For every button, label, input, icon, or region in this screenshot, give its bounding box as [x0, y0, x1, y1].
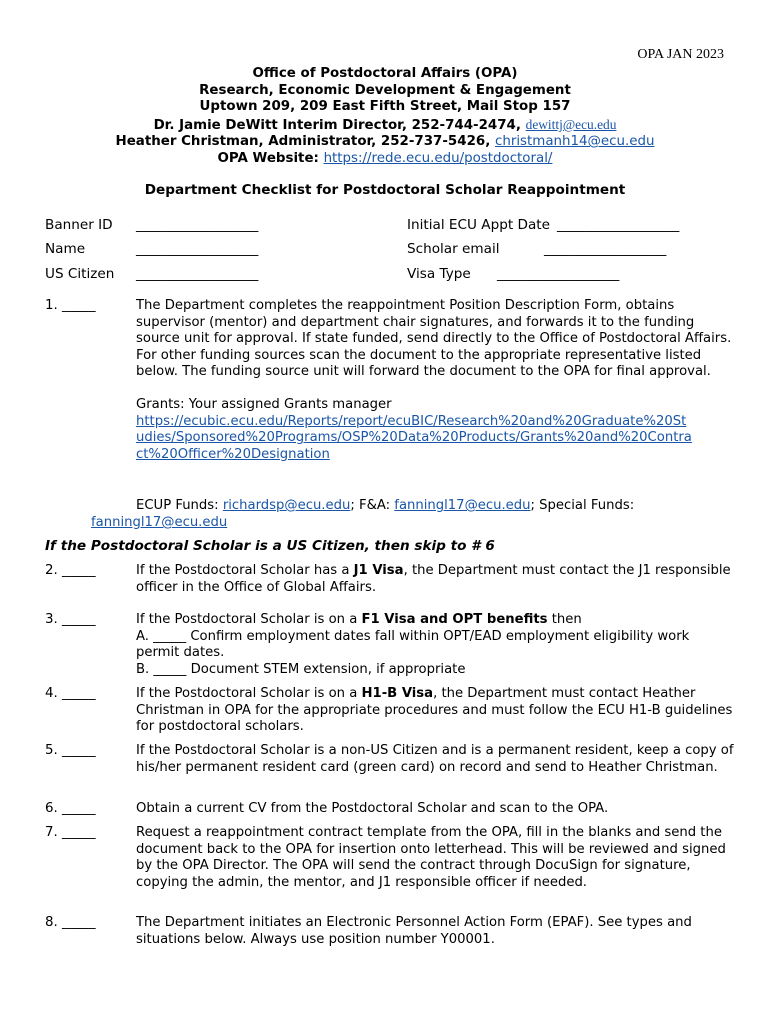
funds-line	[136, 498, 634, 513]
ecup-email-link[interactable]: richardsp@ecu.edu	[222, 498, 351, 513]
field-label-visa-type: Visa Type	[407, 266, 471, 282]
item-6-text: Obtain a current CV from the Postdoctoral Scholar and scan to the OPA.	[136, 801, 609, 816]
director-email-link[interactable]: dewittj@ecu.edu	[525, 117, 617, 132]
field-label-scholar-email: Scholar email	[407, 241, 500, 257]
field-blank-banner-id: __________________	[136, 217, 259, 233]
item-3-text-c: then	[551, 612, 582, 627]
item-3-text	[136, 612, 736, 678]
field-blank-visa-type: __________________	[497, 266, 620, 282]
item-2-visa: J1 Visa	[353, 563, 404, 578]
website-label: OPA Website:	[217, 151, 319, 166]
fa-label: ; F&A:	[350, 498, 391, 513]
item-5-text: If the Postdoctoral Scholar is a non-US Citizen and is a permanent resident, keep a copy of his/her permanent resident card (green card) on record and send to Heather Christman.	[136, 743, 734, 775]
item-6-number: 6. _____	[45, 801, 96, 816]
item-2-text-a: If the Postdoctoral Scholar has a	[136, 563, 350, 578]
header-division: Research, Economic Development & Engagement	[199, 83, 571, 98]
item-3-text-a: If the Postdoctoral Scholar is on a	[136, 612, 358, 627]
director-text: Dr. Jamie DeWitt Interim Director, 252-744-2474,	[153, 118, 521, 133]
administrator-email-link[interactable]: christmanh14@ecu.edu	[494, 134, 655, 149]
item-3-number: 3. _____	[45, 612, 96, 627]
page-title: Department Checklist for Postdoctoral Scholar Reappointment	[144, 182, 626, 198]
item-8-text: The Department initiates an Electronic Personnel Action Form (EPAF). See types and situations below. Always use position number Y00001.	[136, 915, 692, 947]
date-stamp: OPA JAN 2023	[637, 47, 724, 62]
grants-link[interactable]: https://ecubic.ecu.edu/Reports/report/ecuBIC/Research%20and%20Graduate%20Studies/Sponsored%20Programs/OSP%20Data%20Products/Grants%20and%20Contract%20Officer%20Designation	[136, 413, 692, 462]
grants-label: Grants: Your assigned Grants manager	[136, 396, 392, 412]
item-1-body: The Department completes the reappointment Position Description Form, obtains supervisor (mentor) and department chair signatures, and forwards it to the funding source unit for approval. If state funded, send directly to the Office of Postdoctoral Affairs. For other funding sources scan the document to the appropriate representative listed below. The funding source unit will forward the document to the OPA for final approval.	[136, 298, 732, 380]
special-email-link[interactable]: fanningl17@ecu.edu	[91, 515, 228, 530]
header-director	[0, 116, 770, 134]
item-2-number: 2. _____	[45, 563, 96, 578]
fa-email-link[interactable]: fanningl17@ecu.edu	[394, 498, 531, 513]
field-blank-us-citizen: __________________	[136, 266, 259, 282]
ecup-label: ECUP Funds:	[136, 498, 219, 513]
administrator-text: Heather Christman, Administrator, 252-737-5426,	[115, 134, 491, 149]
item-7-number: 7. _____	[45, 825, 96, 840]
item-3-sub-b: B. _____ Document STEM extension, if appropriate	[136, 661, 466, 677]
website-link[interactable]: https://rede.ecu.edu/postdoctoral/	[323, 151, 553, 166]
item-5-number: 5. _____	[45, 743, 96, 758]
header-address: Uptown 209, 209 East Fifth Street, Mail Stop 157	[199, 99, 571, 114]
item-1-number: 1. _____	[45, 298, 96, 313]
item-3-sub-a: A. _____ Confirm employment dates fall within OPT/EAD employment eligibility work permit dates.	[136, 628, 690, 661]
special-label: ; Special Funds:	[530, 498, 635, 513]
item-8-number: 8. _____	[45, 915, 96, 930]
item-1-text	[136, 298, 736, 463]
field-blank-scholar-email: __________________	[544, 241, 667, 257]
item-4-text	[136, 686, 736, 736]
header-website	[0, 150, 770, 167]
skip-note: If the Postdoctoral Scholar is a US Citizen, then skip to # 6	[45, 538, 495, 554]
field-label-initial-appt: Initial ECU Appt Date	[407, 217, 550, 233]
item-2-text-c: , the Department must contact the J1 responsible officer in the Office of Global Affairs.	[136, 563, 731, 595]
item-4-text-a: If the Postdoctoral Scholar is on a	[136, 686, 358, 701]
item-7-text: Request a reappointment contract template from the OPA, fill in the blanks and send the document back to the OPA for insertion onto letterhead. This will be reviewed and signed by the OPA Director. The OPA will send the contract through DocuSign for signature, copying the admin, the mentor, and J1 responsible officer if needed.	[136, 825, 726, 890]
header-administrator	[0, 133, 770, 150]
item-4-number: 4. _____	[45, 686, 96, 701]
field-label-name: Name	[45, 241, 86, 257]
field-blank-name: __________________	[136, 241, 259, 257]
item-4-text-c: , the Department must contact Heather Christman in OPA for the appropriate procedures and must follow the ECU H1-B guidelines for postdoctoral scholars.	[136, 686, 733, 735]
item-4-visa: H1-B Visa	[361, 686, 434, 701]
field-label-banner-id: Banner ID	[45, 217, 113, 233]
header-office: Office of Postdoctoral Affairs (OPA)	[252, 66, 518, 81]
item-2-text	[136, 563, 736, 596]
item-3-visa: F1 Visa and OPT benefits	[361, 612, 548, 627]
field-label-us-citizen: US Citizen	[45, 266, 115, 282]
field-blank-initial-appt: __________________	[557, 217, 680, 233]
